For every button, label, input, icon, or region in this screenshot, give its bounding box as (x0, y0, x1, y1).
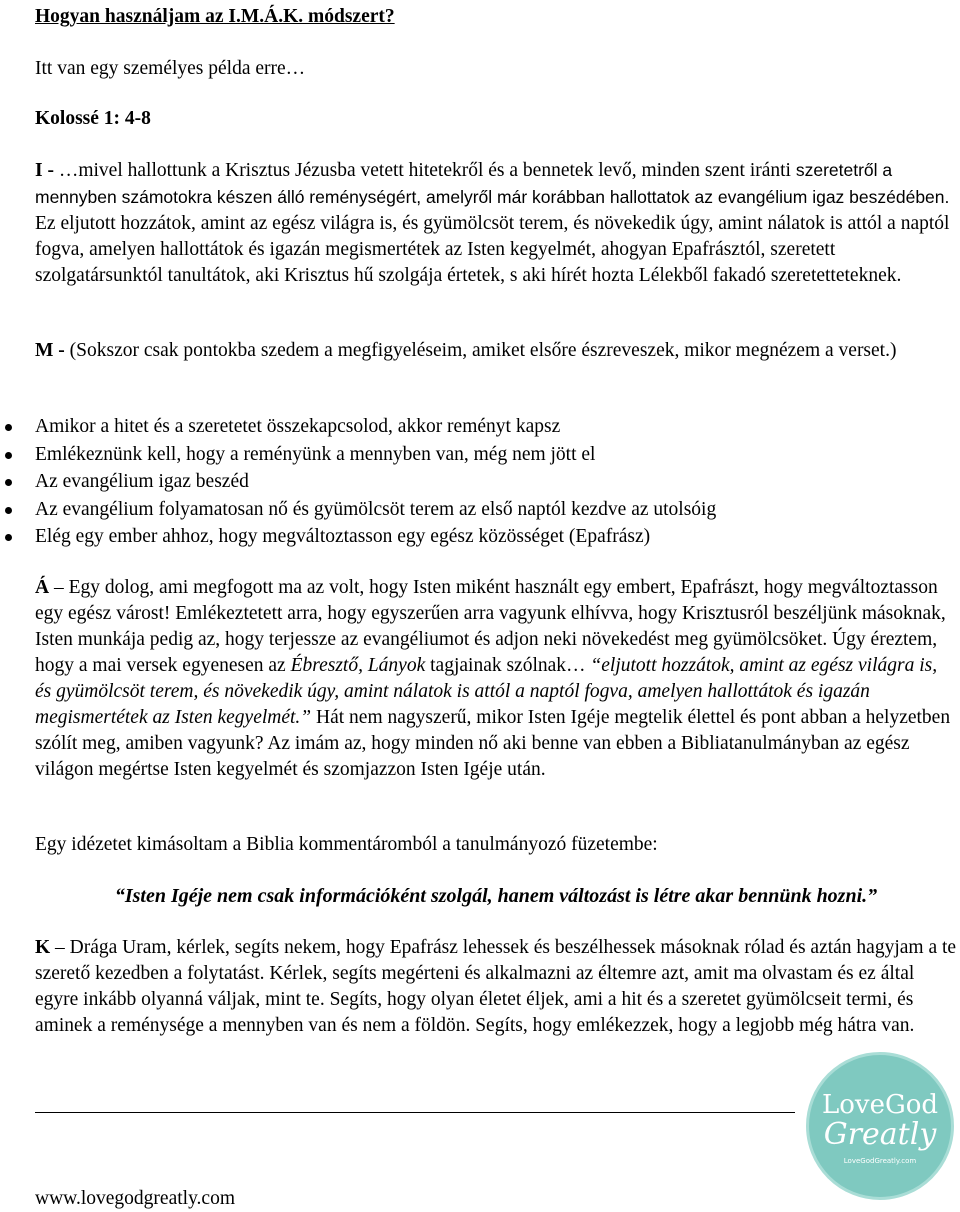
commentary-quote-text: “Isten Igéje nem csak információként szolgál, hanem változást is létre akar bennünk hozni.” (114, 885, 878, 907)
list-item (35, 413, 957, 441)
bullet-icon (5, 534, 12, 541)
section-a-text3: Hát nem nagyszerű, mikor Isten Igéje megtelik élettel és pont abban a helyzetben szólít meg, amiben vagyunk? Az imám az, hogy minden nő aki benne van ebben a Bibliatanulmányban az egész világon megértse Isten kegyelmét és szomjazzon Isten Igéje után. (35, 707, 951, 780)
footer-url[interactable]: www.lovegodgreatly.com (35, 1188, 235, 1209)
commentary-quote (35, 883, 957, 909)
section-m-paragraph (35, 338, 957, 364)
group-name: Ébresztő, Lányok (290, 655, 426, 676)
lovegodgreatly-logo (806, 1052, 954, 1200)
intro-text (35, 56, 957, 82)
section-i-text-sans: szeretetről a mennyben számotokra készen álló reménységért, amelyről már korábban hallottatok az evangélium igaz beszédében. (35, 160, 950, 207)
section-i-label: I - (35, 160, 54, 181)
section-a-text1: – Egy dolog, ami megfogott ma az volt, hogy Isten miként használt egy embert, Epafrászt, hogy megváltoztasson egy egész várost! Emlékeztetett arra, hogy egyszerűen arra vagyunk elhívva, hogy Krisztusról beszéljünk másoknak, Isten munkája pedig az, hogy terjessze az evangéliumot és adjon neki növekedést meg gyümölcsöket. Úgy éreztem, hogy a mai versek egyenesen az (35, 577, 946, 676)
intro-paragraph: Itt van egy személyes példa erre… (35, 58, 306, 79)
section-m (35, 338, 957, 364)
observation-list (35, 413, 957, 551)
reference-label: Kolossé 1: 4-8 (35, 108, 151, 129)
list-item-text: Az evangélium igaz beszéd (35, 471, 249, 492)
section-a-quote: “eljutott hozzátok, amint az egész világra is, és gyümölcsöt terem, és növekedik úgy, amint nálatok is attól a naptól fogva, amelyen hallottátok és igazán megismertétek az Isten kegyelmét.” (35, 655, 938, 728)
section-a (35, 575, 957, 783)
list-item (35, 523, 957, 551)
section-i-text-serif2: Ez eljutott hozzátok, amint az egész világra is, és gyümölcsöt terem, és növekedik úgy, amint nálatok is attól a naptól fogva, amelyen hallottátok és igazán megismertétek az Isten kegyelmét, ahogyan Epafrásztól, szeretett szolgatársunktól tanultátok, aki Krisztus hű szolgája értetek, s aki hírét hozta Lélekből fakadó szeretetteteknek. (35, 213, 950, 286)
section-k-label: K (35, 937, 51, 958)
list-item (35, 496, 957, 524)
section-i-paragraph (35, 157, 957, 289)
logo-line2: Greatly (823, 1117, 937, 1152)
section-k (35, 935, 957, 1039)
list-item-text: Elég egy ember ahhoz, hogy megváltoztasson egy egész közösséget (Epafrász) (35, 526, 651, 547)
section-m-text: (Sokszor csak pontokba szedem a megfigyeléseim, amiket elsőre észreveszek, mikor megnézem a verset.) (64, 340, 897, 361)
bullet-icon (5, 452, 12, 459)
list-item-text: Amikor a hitet és a szeretetet összekapcsolod, akkor reményt kapsz (35, 416, 561, 437)
section-k-text: – Drága Uram, kérlek, segíts nekem, hogy Epafrász lehessek és beszélhessek másoknak rólad és aztán hagyjam a te szerető kezedben a folytatást. Kérlek, segíts megérteni és alkalmazni az éltemre azt, amit ma olvastam és ez által egyre inkább olyanná váljak, mint te. Segíts, hogy olyan életet éljek, ami a hit és a szeretet gyümölcseit termi, és aminek a reménysége a mennyben van és nem a földön. Segíts, hogy emlékezzek, hogy a legjobb még hátra van. (35, 937, 957, 1036)
section-a-paragraph (35, 575, 957, 783)
commentary-intro (35, 832, 957, 858)
section-k-paragraph (35, 935, 957, 1039)
list-item (35, 441, 957, 469)
section-a-label: Á (35, 577, 50, 598)
section-a-text2: tagjainak szólnak… (425, 655, 591, 676)
list-item (35, 468, 957, 496)
section-m-label: M - (35, 340, 65, 361)
list-item-text: Emlékeznünk kell, hogy a reményünk a mennyben van, még nem jött el (35, 443, 596, 465)
logo-line3: LoveGodGreatly.com (843, 1157, 917, 1165)
section-i (35, 157, 957, 289)
list-item-text: Az evangélium folyamatosan nő és gyümölcsöt terem az első naptól kezdve az utolsóig (35, 498, 717, 520)
page-title: Hogyan használjam az I.M.Á.K. módszert? (35, 6, 395, 27)
scripture-reference (35, 106, 957, 132)
bullet-icon (5, 507, 12, 514)
logo-line1: LoveGod (821, 1090, 939, 1120)
bullet-icon (5, 424, 12, 431)
commentary-intro-text: Egy idézetet kimásoltam a Biblia kommentáromból a tanulmányozó füzetembe: (35, 834, 658, 855)
section-i-text-serif: …mivel hallottunk a Krisztus Jézusba vetett hitetekről és a bennetek levő, minden szent iránti (53, 160, 796, 181)
bullet-icon (5, 479, 12, 486)
signature-line (35, 1112, 795, 1113)
